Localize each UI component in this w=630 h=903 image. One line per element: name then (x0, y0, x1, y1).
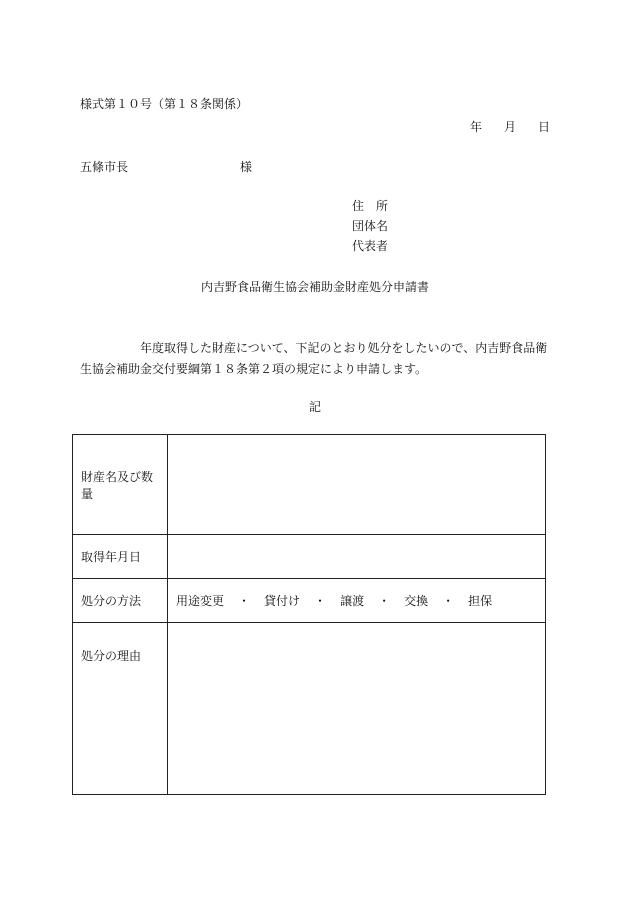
method-separator: ・ (378, 594, 391, 608)
method-option-lend[interactable]: 貸付け (264, 594, 301, 608)
applicant-representative-label: 代表者 (352, 239, 389, 253)
reason-label: 処分の理由 (73, 623, 168, 795)
method-separator: ・ (238, 594, 251, 608)
body-paragraph (80, 338, 550, 380)
property-field[interactable] (168, 435, 546, 535)
document-title: 内吉野食品衛生協会補助金財産処分申請書 (200, 280, 429, 294)
table-row (73, 535, 546, 579)
acquired-date-field[interactable] (168, 535, 546, 579)
applicant-group-label: 団体名 (352, 219, 389, 233)
addressee-honorific: 様 (240, 160, 253, 174)
ki-heading: 記 (308, 400, 321, 414)
record-table (72, 434, 546, 795)
date-line (470, 118, 550, 135)
table-row (73, 435, 546, 535)
table-row (73, 579, 546, 623)
date-year-label: 年 (470, 120, 483, 134)
addressee (80, 158, 252, 175)
body-text: 年度取得した財産について、下記のとおり処分をしたいので、内吉野食品衛生協会補助金交付要綱第１８条第２項の規定により申請します。 (80, 341, 548, 376)
property-label: 財産名及び数量 (73, 435, 168, 535)
applicant-address-label: 住 所 (352, 199, 389, 213)
date-day-label: 日 (538, 120, 551, 134)
method-label: 処分の方法 (73, 579, 168, 623)
method-option-transfer[interactable]: 譲渡 (340, 594, 365, 608)
method-option-collateral[interactable]: 担保 (468, 594, 493, 608)
method-option-exchange[interactable]: 交換 (404, 594, 429, 608)
form-number: 様式第１０号（第１８条関係） (80, 97, 249, 111)
method-option-repurpose[interactable]: 用途変更 (176, 594, 225, 608)
acquired-date-label: 取得年月日 (73, 535, 168, 579)
table-row (73, 623, 546, 795)
method-options (168, 579, 546, 623)
method-separator: ・ (442, 594, 455, 608)
date-month-label: 月 (504, 120, 517, 134)
addressee-name: 五條市長 (80, 160, 129, 174)
reason-field[interactable] (168, 623, 546, 795)
method-separator: ・ (314, 594, 327, 608)
